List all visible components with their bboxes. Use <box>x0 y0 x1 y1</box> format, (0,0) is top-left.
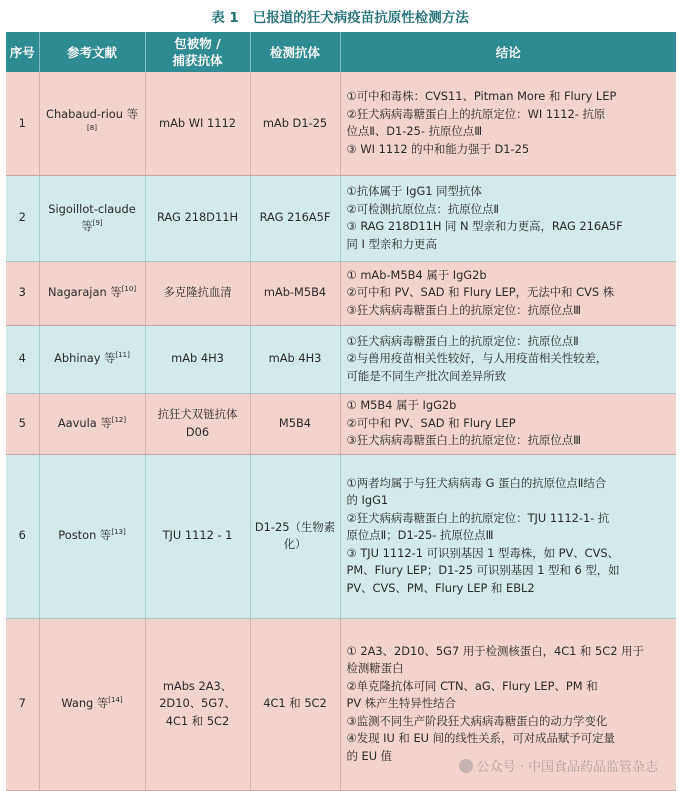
reference-cell <box>39 261 145 325</box>
table-row <box>6 325 676 393</box>
header-no: 序号 <box>6 32 39 72</box>
coating-cell: mAb WI 1112 <box>145 72 250 175</box>
header-reference: 参考文献 <box>39 32 145 72</box>
conclusion-line: 位点Ⅱ、D1-25- 抗原位点Ⅲ <box>346 124 483 139</box>
reference-author: Abhinay 等 <box>54 351 116 366</box>
table-title: 已报道的狂犬病疫苗抗原性检测方法 <box>252 10 469 26</box>
table-caption <box>0 0 680 32</box>
reference-cell <box>39 72 145 175</box>
conclusion-cell <box>340 261 676 325</box>
detection-antibody-cell: mAb-M5B4 <box>250 261 340 325</box>
conclusion-line: ②可中和 PV、SAD 和 Flury LEP <box>346 415 516 430</box>
coating-cell: RAG 218D11H <box>145 175 250 261</box>
row-number: 1 <box>6 72 39 175</box>
reference-citation: [10] <box>121 285 137 294</box>
conclusion-line: ③ TJU 1112-1 可识别基因 1 型毒株，如 PV、CVS、 <box>346 545 620 560</box>
reference-citation: [11] <box>115 351 130 360</box>
table-header-row <box>6 32 676 72</box>
conclusion-line: ① 2A3、2D10、5G7 用于检测核蛋白，4C1 和 5C2 用于 <box>346 643 644 658</box>
conclusion-line: 检测糖蛋白 <box>346 661 404 676</box>
reference-cell <box>39 454 145 618</box>
watermark-text: 公众号 · 中国食品药品监管杂志 <box>476 760 658 775</box>
header-coating: 包被物 / 捕获抗体 <box>145 32 250 72</box>
conclusion-cell <box>340 72 676 175</box>
conclusion-line: ③狂犬病病毒糖蛋白上的抗原定位：抗原位点Ⅲ <box>346 302 581 317</box>
conclusion-line: ③狂犬病病毒糖蛋白上的抗原定位：抗原位点Ⅲ <box>346 433 581 448</box>
row-number: 5 <box>6 393 39 454</box>
reference-cell <box>39 175 145 261</box>
reference-cell <box>39 393 145 454</box>
conclusion-line: ①两者均属于与狂犬病病毒 G 蛋白的抗原位点Ⅱ结合 <box>346 475 607 490</box>
conclusion-line: ②狂犬病病毒糖蛋白上的抗原定位：TJU 1112-1- 抗 <box>346 510 610 525</box>
reference-cell <box>39 325 145 393</box>
row-number: 6 <box>6 454 39 618</box>
detection-antibody-cell: 4C1 和 5C2 <box>250 618 340 790</box>
header-conclusion: 结论 <box>340 32 676 72</box>
detection-antibody-cell: mAb 4H3 <box>250 325 340 393</box>
table-row <box>6 261 676 325</box>
table-row <box>6 175 676 261</box>
conclusion-line: ①可中和毒株：CVS11、Pitman More 和 Flury LEP <box>346 89 617 104</box>
reference-cell <box>39 618 145 790</box>
conclusion-line: 的 EU 值 <box>346 748 393 763</box>
conclusion-line: ①抗体属于 IgG1 同型抗体 <box>346 184 482 198</box>
conclusion-line: PM、Flury LEP；D1-25 可识别基因 1 型和 6 型，如 <box>346 563 620 578</box>
conclusion-line: 同 I 型亲和力更高 <box>346 236 437 251</box>
coating-cell: 抗狂犬双链抗体 D06 <box>145 393 250 454</box>
row-number: 4 <box>6 325 39 393</box>
conclusion-line: ③ RAG 218D11H 同 N 型亲和力更高，RAG 216A5F <box>346 219 623 233</box>
detection-antibody-cell: D1-25（生物素化） <box>250 454 340 618</box>
conclusion-line: ②与兽用疫苗相关性较好，与人用疫苗相关性较差， <box>346 351 608 366</box>
row-number: 2 <box>6 175 39 261</box>
conclusion-cell <box>340 393 676 454</box>
conclusion-line: ②狂犬病病毒糖蛋白上的抗原定位：WI 1112- 抗原 <box>346 106 606 121</box>
reference-citation: [9] <box>92 219 103 228</box>
row-number: 3 <box>6 261 39 325</box>
reference-author: Wang 等 <box>61 696 109 711</box>
table-row <box>6 454 676 618</box>
conclusion-line: ②单克隆抗体可同 CTN、aG、Flury LEP、PM 和 <box>346 678 598 693</box>
conclusion-line: PV 株产生特异性结合 <box>346 696 456 711</box>
conclusion-line: ③ WI 1112 的中和能力强于 D1-25 <box>346 141 530 156</box>
reference-author: Poston 等 <box>58 528 112 543</box>
conclusion-line: PV、CVS、PM、Flury LEP 和 EBL2 <box>346 580 535 595</box>
vaccine-antigenicity-table <box>6 32 676 791</box>
coating-cell: TJU 1112 - 1 <box>145 454 250 618</box>
conclusion-line: ④发现 IU 和 EU 间的线性关系，可对成品赋予可定量 <box>346 731 615 746</box>
conclusion-line: ① M5B4 属于 IgG2b <box>346 398 457 413</box>
reference-author: Chabaud-riou 等 <box>46 106 138 121</box>
conclusion-line: ②可中和 PV、SAD 和 Flury LEP，无法中和 CVS 株 <box>346 285 615 300</box>
row-number: 7 <box>6 618 39 790</box>
conclusion-line: 的 IgG1 <box>346 493 389 508</box>
coating-cell: 多克隆抗血清 <box>145 261 250 325</box>
detection-antibody-cell: M5B4 <box>250 393 340 454</box>
table-row <box>6 72 676 175</box>
reference-citation: [14] <box>108 696 123 705</box>
detection-antibody-cell: mAb D1-25 <box>250 72 340 175</box>
conclusion-line: ①狂犬病病毒糖蛋白上的抗原定位：抗原位点Ⅱ <box>346 333 579 348</box>
header-detection: 检测抗体 <box>250 32 340 72</box>
table-number: 表 1 <box>211 10 239 26</box>
conclusion-line: 原位点Ⅱ；D1-25- 抗原位点Ⅲ <box>346 528 494 543</box>
reference-author: Sigoillot-claude 等 <box>48 201 136 233</box>
table-row <box>6 393 676 454</box>
detection-antibody-cell: RAG 216A5F <box>250 175 340 261</box>
reference-author: Aavula 等 <box>57 415 112 430</box>
conclusion-cell <box>340 325 676 393</box>
wechat-icon <box>459 759 473 773</box>
reference-citation: [13] <box>111 528 126 537</box>
conclusion-line: 可能是不同生产批次间差异所致 <box>346 368 506 383</box>
conclusion-cell <box>340 454 676 618</box>
reference-citation: [12] <box>111 415 127 424</box>
conclusion-cell <box>340 175 676 261</box>
coating-cell: mAb 4H3 <box>145 325 250 393</box>
conclusion-line: ① mAb-M5B4 属于 IgG2b <box>346 267 487 282</box>
reference-citation: [8] <box>87 124 97 133</box>
coating-cell: mAbs 2A3、2D10、5G7、4C1 和 5C2 <box>145 618 250 790</box>
conclusion-line: ②可检测抗原位点：抗原位点Ⅱ <box>346 201 500 216</box>
watermark <box>459 756 658 775</box>
reference-author: Nagarajan 等 <box>47 285 122 300</box>
conclusion-line: ③监测不同生产阶段狂犬病病毒糖蛋白的动力学变化 <box>346 713 608 728</box>
